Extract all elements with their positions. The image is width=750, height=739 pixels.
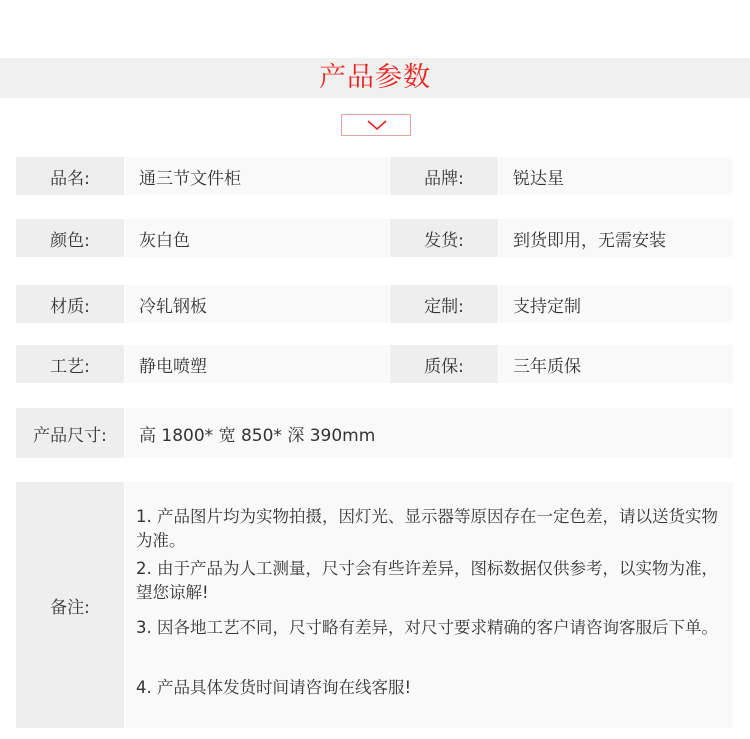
note-item: 4. 产品具体发货时间请咨询在线客服! (136, 678, 412, 697)
spec-label-color: 颜色: (16, 219, 124, 257)
spec-value-material: 冷轧钢板 (125, 285, 389, 323)
spec-value-name: 通三节文件柜 (125, 157, 389, 195)
spec-label-notes: 备注: (16, 482, 124, 728)
spec-label-shipping: 发货: (390, 219, 498, 257)
chevron-down-icon (366, 119, 388, 131)
spec-value-custom: 支持定制 (499, 285, 733, 323)
spec-value-process: 静电喷塑 (125, 345, 389, 383)
spec-value-size: 高 1800* 宽 850* 深 390mm (125, 408, 733, 458)
spec-value-warranty: 三年质保 (499, 345, 733, 383)
notes-list (125, 482, 733, 728)
page-title: 产品参数 (319, 62, 431, 93)
spec-value-color: 灰白色 (125, 219, 389, 257)
expand-toggle[interactable] (341, 114, 411, 136)
spec-label-brand: 品牌: (390, 157, 498, 195)
spec-value-brand: 锐达星 (499, 157, 733, 195)
note-item: 3. 因各地工艺不同，尺寸略有差异，对尺寸要求精确的客户请咨询客服后下单。 (136, 618, 718, 637)
spec-label-custom: 定制: (390, 285, 498, 323)
note-item: 2. 由于产品为人工测量，尺寸会有些许差异，图标数据仅供参考，以实物为准，望您谅解! (136, 559, 718, 602)
spec-label-warranty: 质保: (390, 345, 498, 383)
spec-label-material: 材质: (16, 285, 124, 323)
spec-label-name: 品名: (16, 157, 124, 195)
spec-label-process: 工艺: (16, 345, 124, 383)
spec-label-size: 产品尺寸: (16, 408, 124, 458)
spec-value-shipping: 到货即用，无需安装 (499, 219, 733, 257)
note-item: 1. 产品图片均为实物拍摄，因灯光、显示器等原因存在一定色差，请以送货实物为准。 (136, 507, 718, 550)
